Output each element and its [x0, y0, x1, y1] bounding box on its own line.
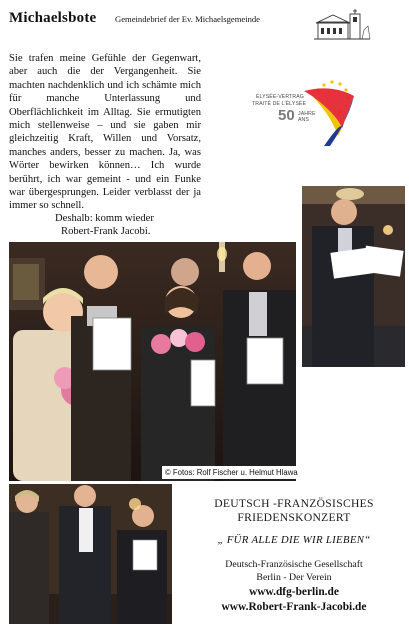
elysee-years: JAHRE ANS	[298, 111, 316, 123]
concert-group-photo	[9, 242, 296, 481]
elysee-treaty-logo	[252, 76, 360, 146]
church-building-icon	[312, 8, 372, 42]
speaker-photo	[302, 186, 405, 367]
elysee-line-2: TRAITÉ DE L'ÉLYSÉE	[252, 101, 307, 107]
concert-title-line-2: FRIEDENSKONZERT	[237, 511, 351, 524]
author-website-link[interactable]: www.Robert-Frank-Jacobi.de	[221, 601, 367, 613]
article-body	[9, 52, 201, 213]
photo-credit: © Fotos: Rolf Fischer u. Helmut Hlawa	[162, 466, 301, 479]
dfg-website-link[interactable]: www.dfg-berlin.de	[249, 586, 339, 598]
article-paragraph: Sie trafen meine Gefühle der Gegenwart, aber auch die der Vergangenheit. Sie machten nachdenklich und ich schämte mich für manche Unterlassung und Oberflächlichkeit im Alltag. Sie ermutigten mich stellenweise – und sie gaben mir gleichzeitig Kraft, Willen und Vorsatz, manches anders, besser zu machen. Ja, was Wörter bewirken können… Ich wurde berührt, ich war gemeint - und ein Funke war übergesprungen. Leider verblasst der ja immer so schnell.	[9, 53, 201, 212]
elysee-number: 50	[278, 107, 295, 124]
elysee-line-1: ÉLYSÉE-VERTRAG	[256, 94, 304, 100]
article-author: Robert-Frank Jacobi.	[61, 226, 151, 237]
audience-photo	[9, 484, 172, 624]
organizer-subtitle: Berlin - Der Verein	[256, 572, 332, 583]
article-closing: Deshalb: komm wieder	[55, 213, 154, 224]
newsletter-title: Michaelsbote	[9, 10, 97, 26]
organizer-name: Deutsch-Französische Gesellschaft	[225, 559, 363, 570]
newsletter-subtitle: Gemeindebrief der Ev. Michaelsgemeinde	[115, 14, 260, 24]
concert-motto: „ FÜR ALLE DIE WIR LIEBEN“	[217, 534, 371, 546]
concert-title-line-1: DEUTSCH -FRANZÖSISCHES	[214, 497, 374, 510]
